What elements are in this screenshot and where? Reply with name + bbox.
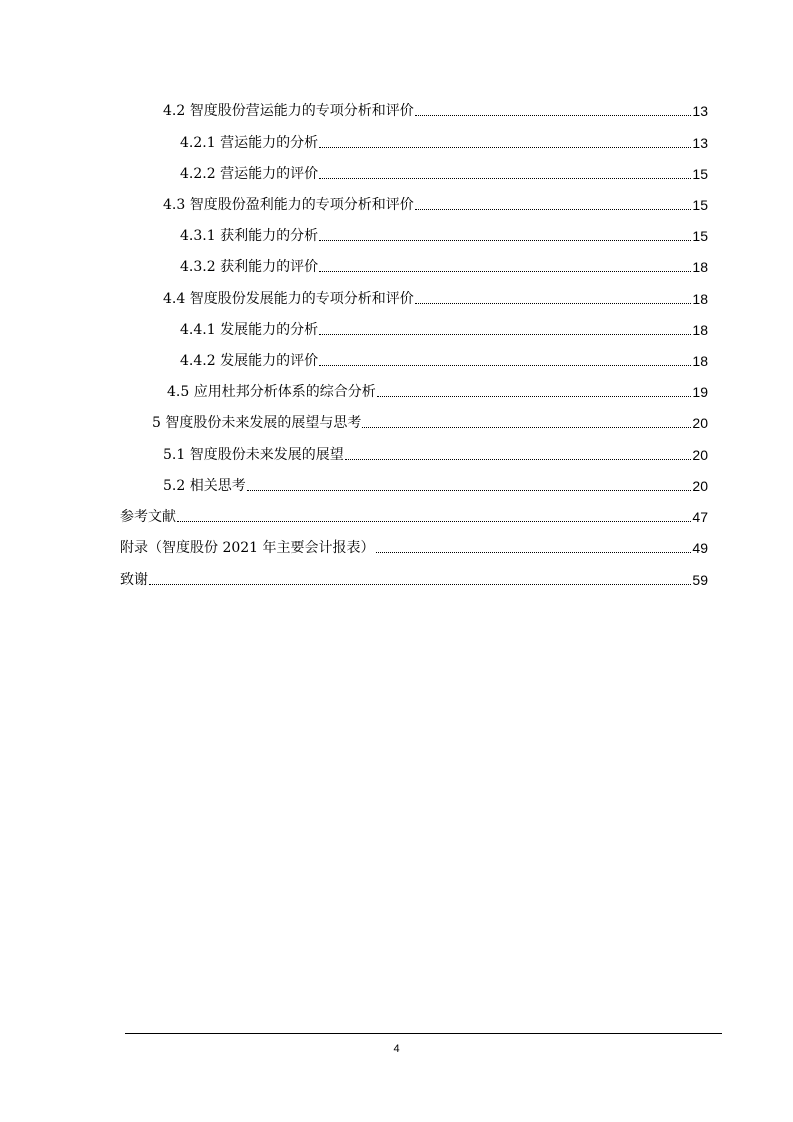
toc-entry-label: 参考文献 bbox=[120, 509, 176, 525]
toc-entry[interactable] bbox=[120, 507, 708, 527]
toc-entry-page: 19 bbox=[692, 384, 708, 400]
page-number: 4 bbox=[393, 1043, 400, 1055]
toc-entry-label: 4.3.2 获利能力的评价 bbox=[180, 259, 319, 275]
toc-entry-label: 5 智度股份未来发展的展望与思考 bbox=[152, 415, 362, 431]
toc-entry-page: 15 bbox=[692, 197, 708, 213]
toc-entry[interactable] bbox=[180, 164, 708, 184]
toc-entry-label: 4.5 应用杜邦分析体系的综合分析 bbox=[167, 384, 376, 400]
toc-dot-leader bbox=[415, 115, 692, 116]
toc-entry-page: 13 bbox=[692, 103, 708, 119]
toc-dot-leader bbox=[149, 584, 691, 585]
toc-dot-leader bbox=[319, 147, 691, 148]
toc-entry-label: 4.4.2 发展能力的评价 bbox=[180, 353, 319, 369]
toc-entry[interactable] bbox=[180, 320, 708, 340]
toc-entry[interactable] bbox=[163, 101, 708, 121]
toc-entry-page: 20 bbox=[692, 415, 708, 431]
toc-entry-page: 20 bbox=[692, 447, 708, 463]
toc-entry-page: 13 bbox=[692, 135, 708, 151]
toc-entry-page: 15 bbox=[692, 166, 708, 182]
toc-entry-label: 4.2.1 营运能力的分析 bbox=[180, 135, 319, 151]
toc-entry-page: 15 bbox=[692, 228, 708, 244]
toc-dot-leader bbox=[177, 521, 691, 522]
toc-entry[interactable] bbox=[163, 195, 708, 215]
toc-entry[interactable] bbox=[163, 289, 708, 309]
toc-dot-leader bbox=[319, 178, 691, 179]
toc-entry[interactable] bbox=[180, 226, 708, 246]
toc-entry-label: 4.4 智度股份发展能力的专项分析和评价 bbox=[163, 291, 414, 307]
toc-entry[interactable] bbox=[120, 538, 708, 558]
toc-entry[interactable] bbox=[180, 351, 708, 371]
toc-entry-label: 致谢 bbox=[120, 572, 148, 588]
toc-dot-leader bbox=[376, 552, 692, 553]
toc-entry-label: 4.4.1 发展能力的分析 bbox=[180, 322, 319, 338]
toc-entry[interactable] bbox=[163, 445, 708, 465]
toc-dot-leader bbox=[415, 303, 692, 304]
toc-dot-leader bbox=[319, 271, 691, 272]
toc-entry[interactable] bbox=[163, 476, 708, 496]
toc-entry-page: 18 bbox=[692, 291, 708, 307]
toc-entry-page: 18 bbox=[692, 259, 708, 275]
toc-dot-leader bbox=[345, 459, 692, 460]
toc-entry-label: 4.3.1 获利能力的分析 bbox=[180, 228, 319, 244]
toc-entry-page: 59 bbox=[692, 572, 708, 588]
toc-entry-page: 47 bbox=[692, 509, 708, 525]
toc-entry-page: 18 bbox=[692, 322, 708, 338]
toc-entry-label: 附录（智度股份 2021 年主要会计报表） bbox=[120, 540, 375, 556]
toc-entry-page: 49 bbox=[692, 540, 708, 556]
toc-dot-leader bbox=[362, 427, 691, 428]
toc-entry-page: 18 bbox=[692, 353, 708, 369]
toc-dot-leader bbox=[377, 396, 692, 397]
toc-entry-label: 5.1 智度股份未来发展的展望 bbox=[163, 447, 344, 463]
toc-dot-leader bbox=[319, 240, 691, 241]
toc-entry[interactable] bbox=[167, 382, 708, 402]
toc-entry-label: 4.3 智度股份盈利能力的专项分析和评价 bbox=[163, 197, 414, 213]
toc-entry[interactable] bbox=[152, 413, 708, 433]
toc-dot-leader bbox=[247, 490, 692, 491]
toc-dot-leader bbox=[319, 334, 691, 335]
toc-entry-label: 4.2.2 营运能力的评价 bbox=[180, 166, 319, 182]
toc-entry-page: 20 bbox=[692, 478, 708, 494]
toc-entry[interactable] bbox=[180, 257, 708, 277]
toc-entry-label: 5.2 相关思考 bbox=[163, 478, 246, 494]
footer-divider bbox=[125, 1033, 722, 1034]
toc-entry[interactable] bbox=[180, 133, 708, 153]
toc-dot-leader bbox=[415, 209, 692, 210]
toc-entry[interactable] bbox=[120, 570, 708, 590]
toc-entry-label: 4.2 智度股份营运能力的专项分析和评价 bbox=[163, 103, 414, 119]
toc-dot-leader bbox=[319, 365, 691, 366]
